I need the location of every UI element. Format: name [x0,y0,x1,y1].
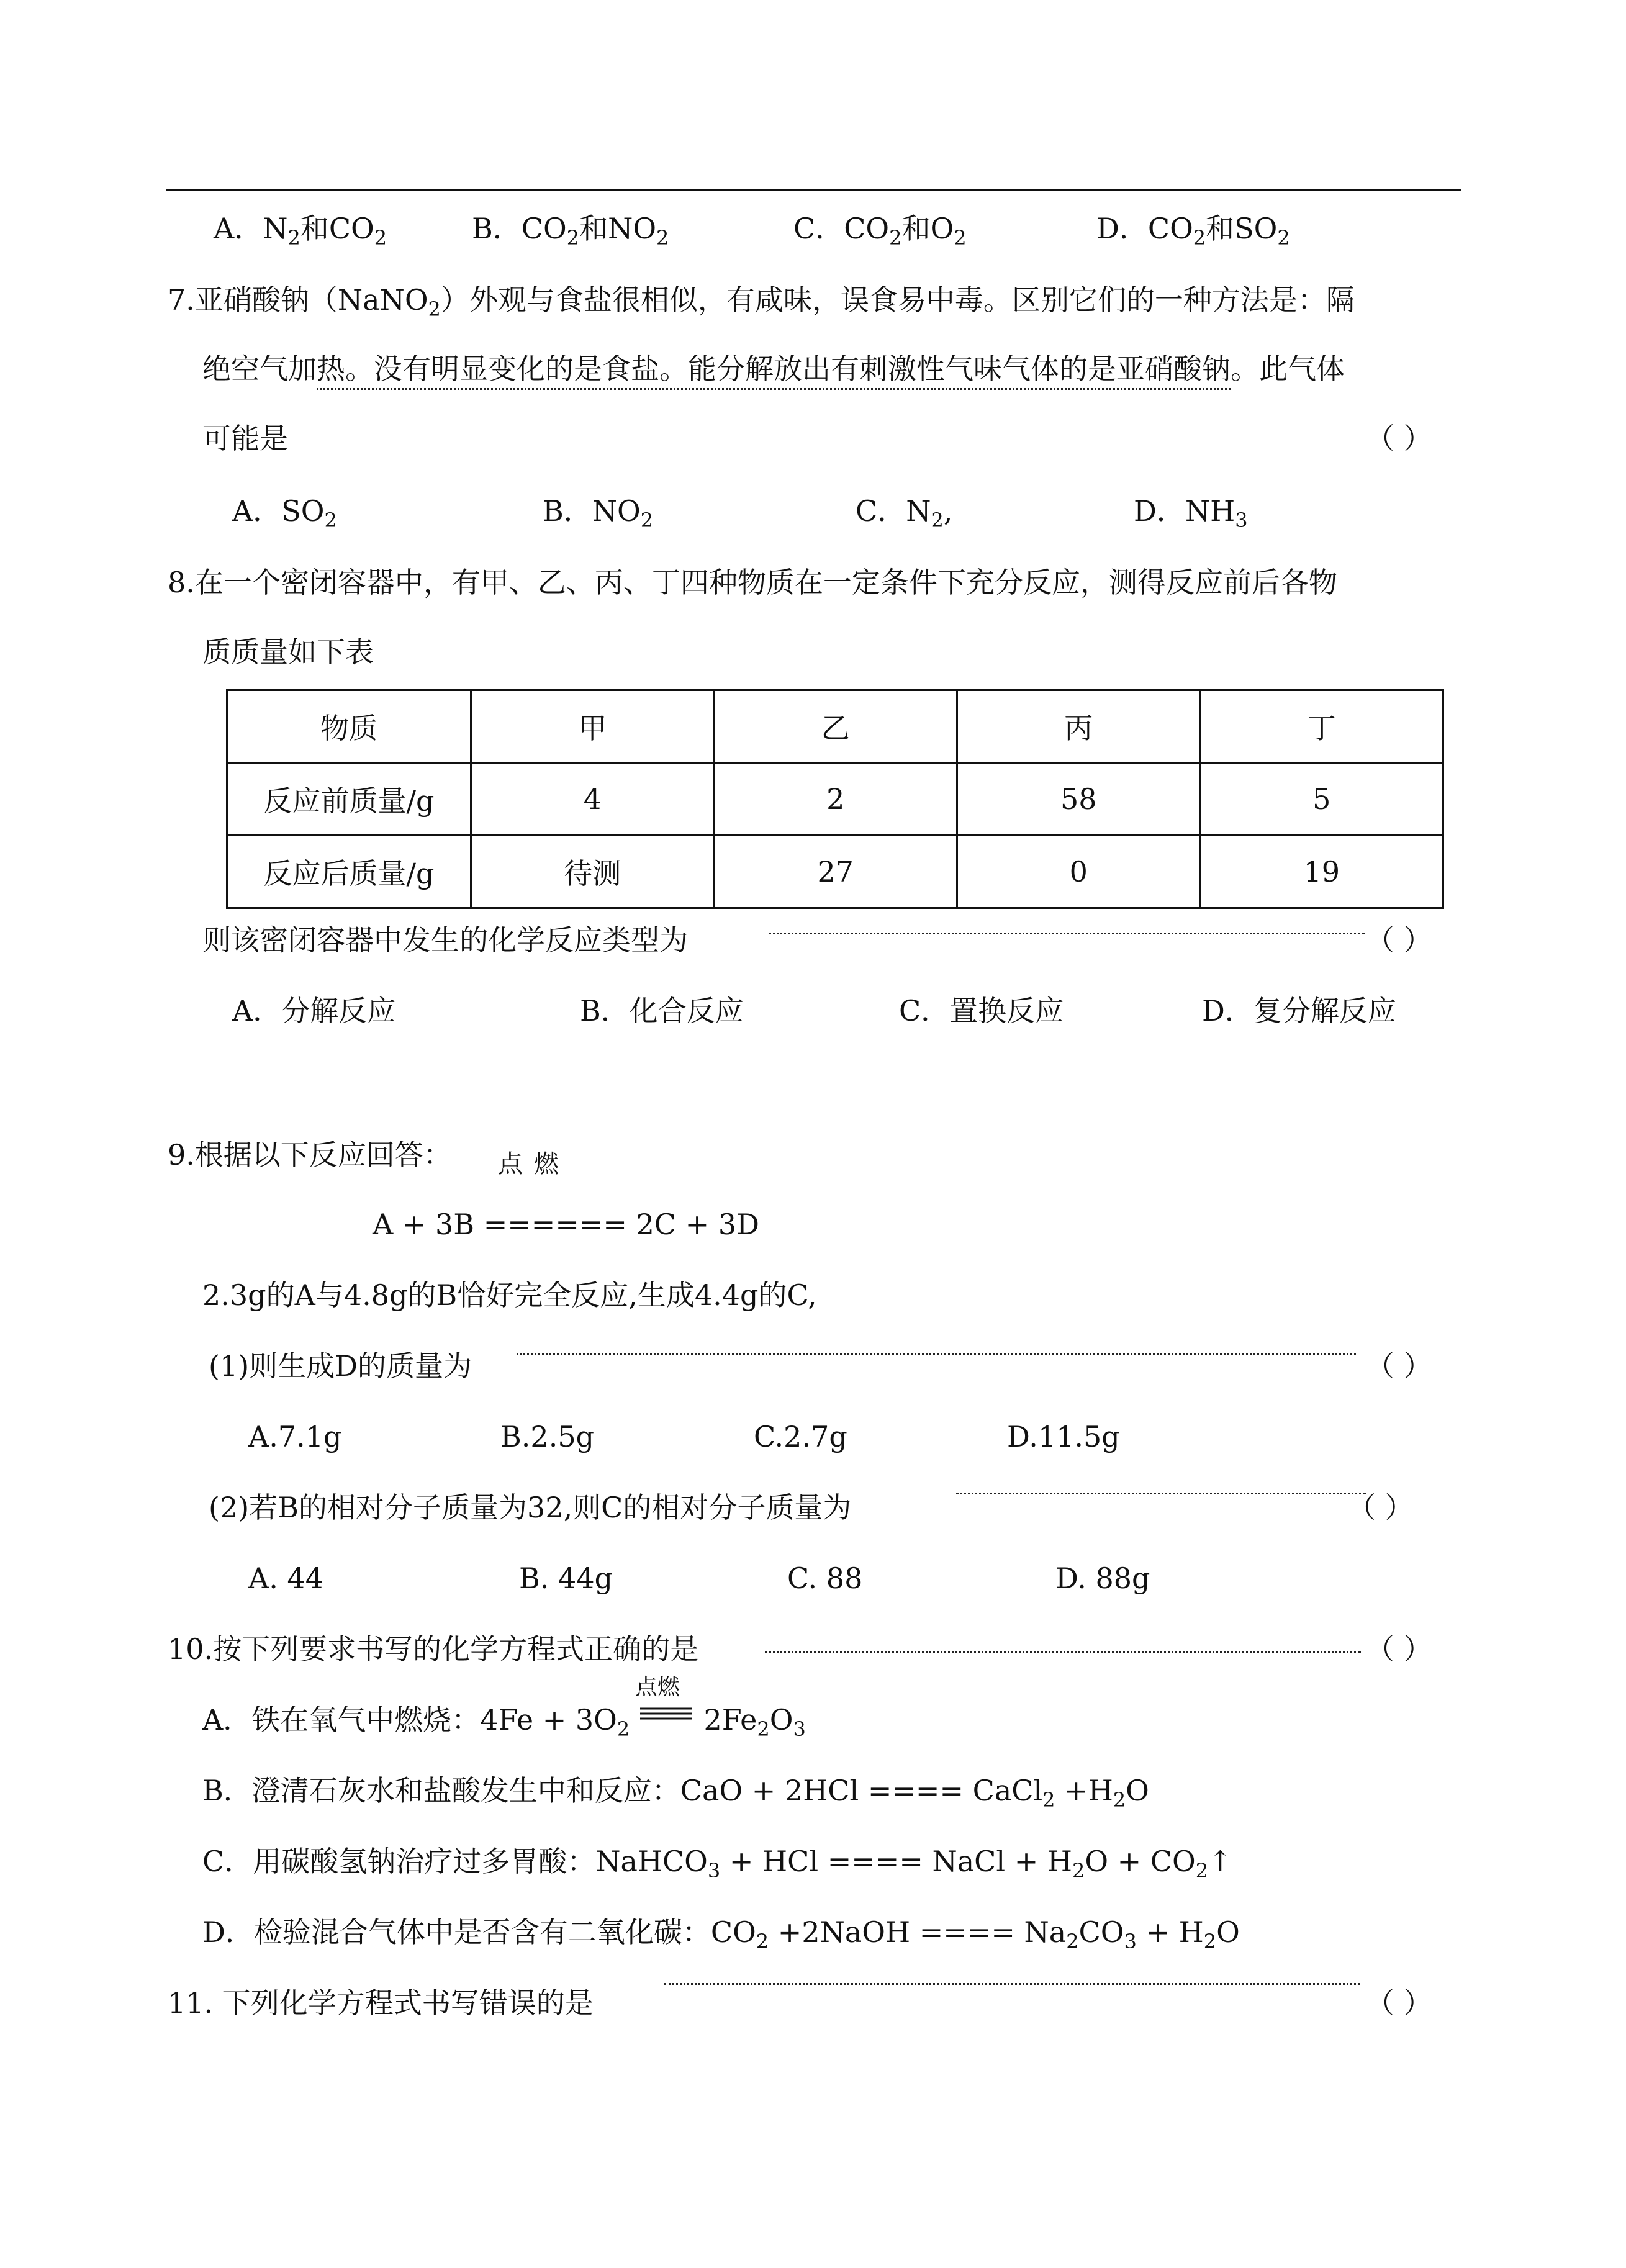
table-cell: 19 [1200,836,1443,908]
q9-sub2-option-d[interactable]: D. 88g [1055,1561,1150,1595]
q9-sub1-option-b[interactable]: B.2.5g [500,1420,595,1453]
q11-question: 11. 下列化学方程式书写错误的是 [168,1986,594,2020]
q8-option-c[interactable]: C．置换反应 [899,994,1064,1028]
q6-option-d[interactable]: D．$CO_2$和$SO_2$ [1096,212,1290,250]
q10-option-c[interactable]: C．用碳酸氢钠治疗过多胃酸：NaHCO$_3$ + HCl ==== NaCl + $H_2O$ + $CO_2↑$ [202,1845,1232,1882]
q9-sub1-option-d[interactable]: D.11.5g [1007,1420,1120,1453]
q8-stem-line1: 8.在一个密闭容器中，有甲、乙、丙、丁四种物质在一定条件下充分反应，测得反应前后各物 [168,566,1337,599]
q9-sub2-option-b[interactable]: B. 44g [519,1561,613,1595]
triple-line-icon [639,1705,695,1730]
reaction-arrow [635,1674,695,1737]
table-cell: 反应前质量/g [227,763,471,836]
q9-sub2-answer-blank[interactable]: （ ） [1347,1491,1414,1524]
leader-dots [956,1493,1366,1494]
q6-option-b[interactable]: B．$CO_2$和$NO_2$ [472,212,669,250]
q6-option-c[interactable]: C．$CO_2$和$O_2$ [793,212,967,250]
reaction-condition: 点燃 [635,1674,680,1700]
table-cell: 待测 [471,836,715,908]
gas-arrow-icon: ↑ [1208,1845,1232,1878]
q7-option-d[interactable]: D．$NH_3$ [1134,494,1248,532]
leader-dots [769,933,1365,934]
table-header-cell: 乙 [714,690,957,763]
q10-answer-blank[interactable]: （ ） [1366,1632,1432,1666]
leader-dots [664,1983,1360,1985]
q9-sub1-answer-blank[interactable]: （ ） [1366,1349,1432,1383]
table-cell: 4 [471,763,715,836]
table-cell: 58 [957,763,1201,836]
q8-option-a[interactable]: A．分解反应 [232,994,396,1028]
q9-sub2-option-c[interactable]: C. 88 [787,1561,863,1595]
q8-option-d[interactable]: D．复分解反应 [1202,994,1396,1028]
q9-sub2-question: (2)若B的相对分子质量为32,则C的相对分子质量为 [209,1491,852,1524]
leader-dots [765,1651,1361,1653]
q7-stem-line2: 绝空气加热。没有明显变化的是食盐。能分解放出有刺激性气味气体的是亚硝酸钠。此气体 [202,351,1345,386]
q10-option-a[interactable]: A．铁在氧气中燃烧：$4Fe + 3O_2$ 点燃 $2Fe_2O_3$ [202,1674,806,1741]
table-header-cell: 丁 [1200,690,1443,763]
q7-option-b[interactable]: B．$NO_2$ [543,494,654,532]
q7-answer-blank[interactable]: （ ） [1366,422,1432,455]
q9-sub1-option-c[interactable]: C.2.7g [754,1420,847,1453]
table-header-cell: 丙 [957,690,1201,763]
q10-option-d[interactable]: D．检验混合气体中是否含有二氧化碳：$CO_2$ +2NaOH ==== $Na_2CO_3 + H_2O$ [202,1915,1240,1953]
q9-sub2-option-a[interactable]: A. 44 [248,1561,323,1595]
table-row [227,763,1443,836]
table-row [227,836,1443,908]
reaction-condition: 点燃 [498,1150,570,1178]
table-cell: 2 [714,763,957,836]
table-header-row [227,690,1443,763]
q9-sub1-option-a[interactable]: A.7.1g [248,1420,342,1453]
q7-option-a[interactable]: A．$SO_2$ [232,494,337,532]
q8-answer-blank[interactable]: （ ） [1366,923,1432,957]
q8-option-b[interactable]: B．化合反应 [580,994,744,1028]
table-cell: 反应后质量/g [227,836,471,908]
q6-option-a[interactable]: A．$N_2$和$CO_2$ [214,212,387,250]
q9-sub1-question: (1)则生成D的质量为 [209,1349,472,1383]
mass-table [226,689,1444,909]
header-rule [166,189,1461,191]
table-cell: 27 [714,836,957,908]
table-header-cell: 甲 [471,690,715,763]
q8-stem-line2: 质质量如下表 [202,635,374,669]
q11-answer-blank[interactable]: （ ） [1366,1986,1432,2020]
q10-option-b[interactable]: B．澄清石灰水和盐酸发生中和反应：CaO + 2HCl ==== CaCl$_2$ $+H_2O$ [202,1774,1149,1812]
table-header-cell: 物质 [227,690,471,763]
q9-stem-line1: 9.根据以下反应回答： [168,1138,452,1172]
q7-stem-line3: 可能是 [202,422,288,455]
table-cell: 0 [957,836,1201,908]
leader-dots [517,1353,1356,1355]
q10-question: 10.按下列要求书写的化学方程式正确的是 [168,1632,699,1666]
table-cell: 5 [1200,763,1443,836]
reaction-equation: A + 3B ====== 2C + 3D [373,1208,759,1241]
q7-option-c[interactable]: C．$N_2$, [856,494,953,532]
q7-stem-line1: 7.亚硝酸钠（NaNO$_2$）外观与食盐很相似，有咸味，误食易中毒。区别它们的一种方法是：隔 [168,283,1355,321]
q8-question: 则该密闭容器中发生的化学反应类型为 [202,923,688,957]
q9-stem-line3: 2.3g的A与4.8g的B恰好完全反应,生成4.4g的C, [202,1278,817,1312]
